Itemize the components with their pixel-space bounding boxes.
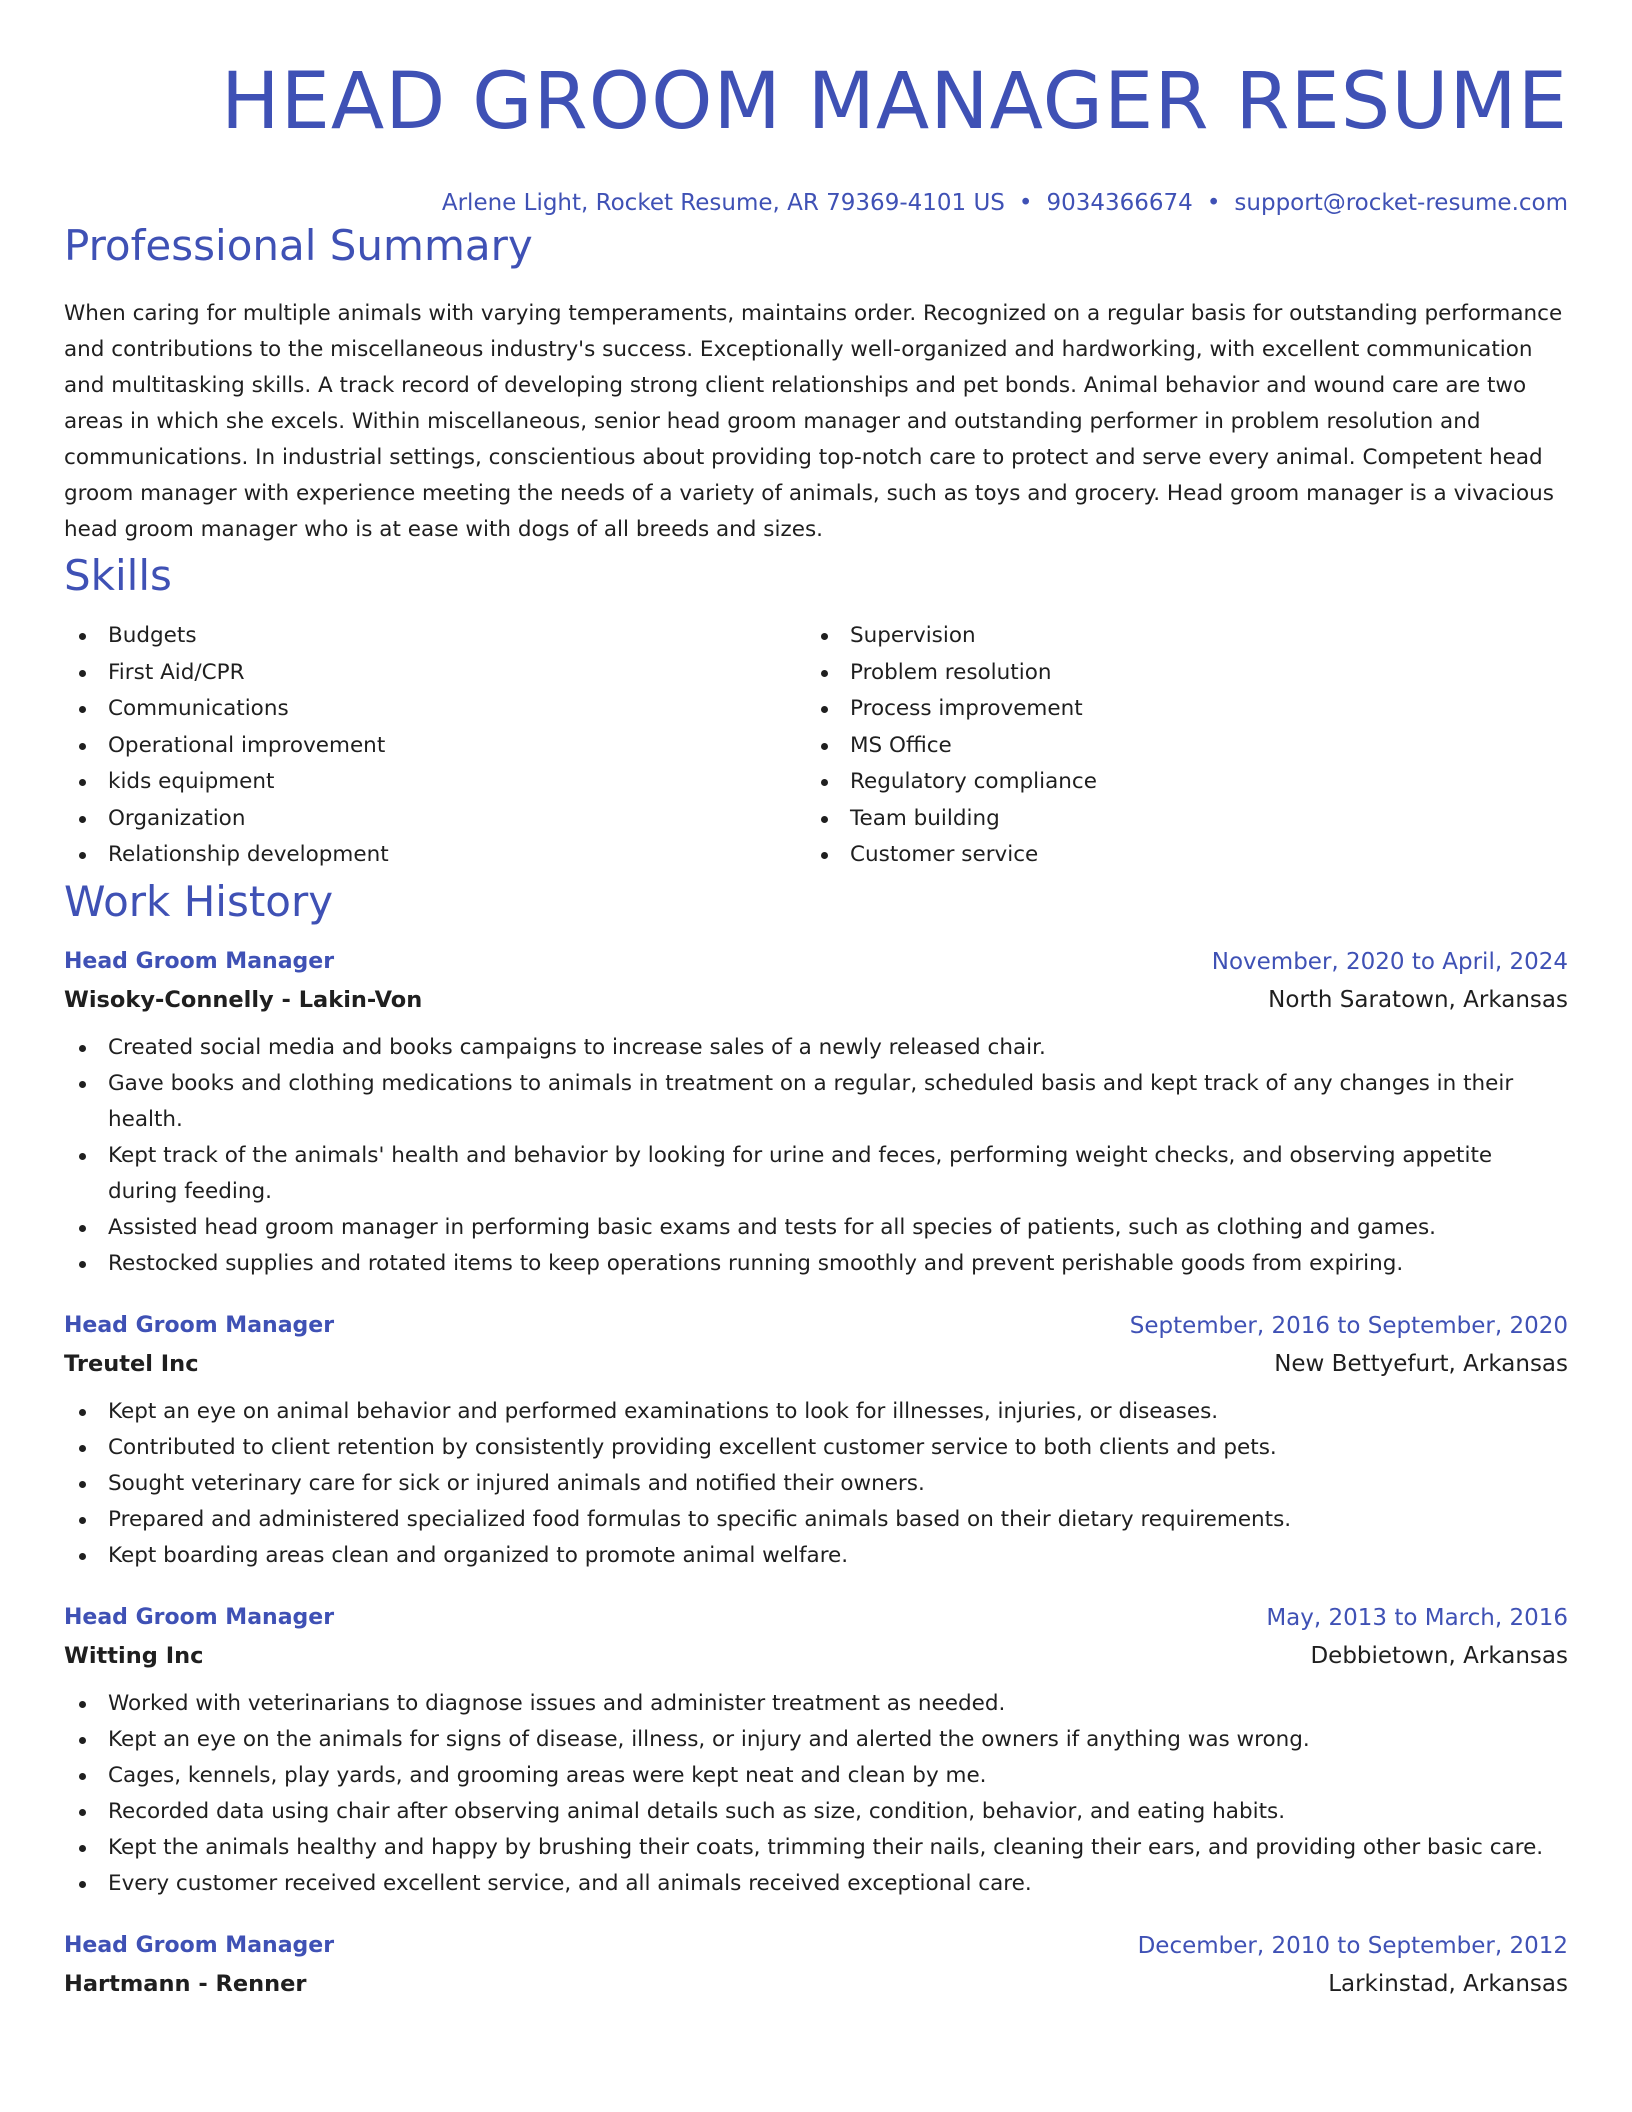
job-company: Witting Inc — [64, 1642, 204, 1669]
job-bullet: Contributed to client retention by consistently providing excellent customer service to both clients and pets. — [64, 1430, 1568, 1466]
skill-item: Budgets — [64, 618, 806, 655]
job-bullet: Sought veterinary care for sick or injured animals and notified their owners. — [64, 1466, 1568, 1502]
job-bullet: Cages, kennels, play yards, and grooming areas were kept neat and clean by me. — [64, 1758, 1568, 1794]
contact-separator: • — [1206, 190, 1221, 216]
skill-item: Regulatory compliance — [806, 764, 1548, 801]
job-bullet: Kept track of the animals' health and behavior by looking for urine and feces, performing weight checks, and observing appetite during feeding. — [64, 1138, 1568, 1210]
job-title: Head Groom Manager — [64, 1312, 335, 1338]
job-location: Debbietown, Arkansas — [1310, 1642, 1568, 1669]
work-history-list — [64, 944, 1568, 2004]
job-dates: December, 2010 to September, 2012 — [1137, 1932, 1568, 1959]
job-location: Larkinstad, Arkansas — [1328, 1970, 1568, 1997]
job-bullet: Created social media and books campaigns to increase sales of a newly released chair. — [64, 1030, 1568, 1066]
job-bullets — [64, 1686, 1568, 1902]
skills-list — [64, 618, 1568, 874]
job-bullet: Prepared and administered specialized food formulas to specific animals based on their dietary requirements. — [64, 1502, 1568, 1538]
summary-text: When caring for multiple animals with varying temperaments, maintains order. Recognized on a regular basis for outstanding performance and contributions to the miscellaneous industry's success. Exceptionally well-organized and hardworking, with excellent communication and multitasking skills. A track record of developing strong client relationships and pet bonds. Animal behavior and wound care are two areas in which she excels. Within miscellaneous, senior head groom manager and outstanding performer in problem resolution and communications. In industrial settings, conscientious about providing top-notch care to protect and serve every animal. Competent head groom manager with experience meeting the needs of a variety of animals, such as toys and grocery. Head groom manager is a vivacious head groom manager who is at ease with dogs of all breeds and sizes. — [64, 301, 1563, 542]
job-title: Head Groom Manager — [64, 1604, 335, 1630]
contact-email: support@rocket-resume.com — [1234, 190, 1568, 216]
contact-phone: 9034366674 — [1046, 190, 1193, 216]
skills-column-right — [806, 618, 1548, 874]
skill-item: MS Office — [806, 728, 1548, 765]
job-bullet: Worked with veterinarians to diagnose issues and administer treatment as needed. — [64, 1686, 1568, 1722]
job-company: Treutel Inc — [64, 1350, 199, 1377]
skills-heading: Skills — [64, 551, 172, 600]
skill-item: Customer service — [806, 837, 1548, 874]
job-entry — [64, 1928, 1568, 2004]
job-header-row — [64, 1600, 1568, 1636]
job-company-row — [64, 980, 1568, 1020]
job-bullet: Kept an eye on the animals for signs of disease, illness, or injury and alerted the owners if anything was wrong. — [64, 1722, 1568, 1758]
job-company: Wisoky-Connelly - Lakin-Von — [64, 986, 423, 1013]
skill-item: First Aid/CPR — [64, 655, 806, 692]
skill-item: Problem resolution — [806, 655, 1548, 692]
job-dates: November, 2020 to April, 2024 — [1211, 948, 1568, 975]
skills-column-left — [64, 618, 806, 874]
skill-item: Operational improvement — [64, 728, 806, 765]
job-entry — [64, 1600, 1568, 1902]
summary-heading: Professional Summary — [64, 221, 533, 270]
contact-separator: • — [1018, 190, 1033, 216]
skill-item: Process improvement — [806, 691, 1548, 728]
job-bullets — [64, 1030, 1568, 1282]
skill-item: Organization — [64, 801, 806, 838]
job-header-row — [64, 1928, 1568, 1964]
job-bullet: Restocked supplies and rotated items to keep operations running smoothly and prevent perishable goods from expiring. — [64, 1246, 1568, 1282]
skill-item: Communications — [64, 691, 806, 728]
job-bullet: Every customer received excellent service, and all animals received exceptional care. — [64, 1866, 1568, 1902]
job-dates: September, 2016 to September, 2020 — [1129, 1312, 1568, 1339]
job-bullets — [64, 1394, 1568, 1574]
work-history-heading: Work History — [64, 876, 334, 926]
skill-item: Supervision — [806, 618, 1548, 655]
skill-item: kids equipment — [64, 764, 806, 801]
contact-line — [64, 188, 1568, 218]
job-company-row — [64, 1344, 1568, 1384]
job-title: Head Groom Manager — [64, 948, 335, 974]
job-bullet: Kept the animals healthy and happy by brushing their coats, trimming their nails, cleaning their ears, and providing other basic care. — [64, 1830, 1568, 1866]
job-header-row — [64, 944, 1568, 980]
contact-address: Arlene Light, Rocket Resume, AR 79369-4101 US — [441, 190, 1005, 216]
job-company: Hartmann - Renner — [64, 1970, 307, 1997]
job-bullet: Kept an eye on animal behavior and performed examinations to look for illnesses, injuries, or diseases. — [64, 1394, 1568, 1430]
job-bullet: Gave books and clothing medications to animals in treatment on a regular, scheduled basis and kept track of any changes in their health. — [64, 1066, 1568, 1138]
job-company-row — [64, 1636, 1568, 1676]
job-title: Head Groom Manager — [64, 1932, 335, 1958]
job-bullet: Assisted head groom manager in performing basic exams and tests for all species of patients, such as clothing and games. — [64, 1210, 1568, 1246]
job-entry — [64, 1308, 1568, 1574]
job-bullet: Kept boarding areas clean and organized to promote animal welfare. — [64, 1538, 1568, 1574]
job-location: New Bettyefurt, Arkansas — [1274, 1350, 1568, 1377]
job-bullet: Recorded data using chair after observing animal details such as size, condition, behavior, and eating habits. — [64, 1794, 1568, 1830]
resume-title: HEAD GROOM MANAGER RESUME — [220, 57, 1568, 147]
job-dates: May, 2013 to March, 2016 — [1266, 1604, 1568, 1631]
skill-item: Team building — [806, 801, 1548, 838]
job-entry — [64, 944, 1568, 1282]
job-company-row — [64, 1964, 1568, 2004]
job-header-row — [64, 1308, 1568, 1344]
job-location: North Saratown, Arkansas — [1268, 986, 1568, 1013]
skill-item: Relationship development — [64, 837, 806, 874]
